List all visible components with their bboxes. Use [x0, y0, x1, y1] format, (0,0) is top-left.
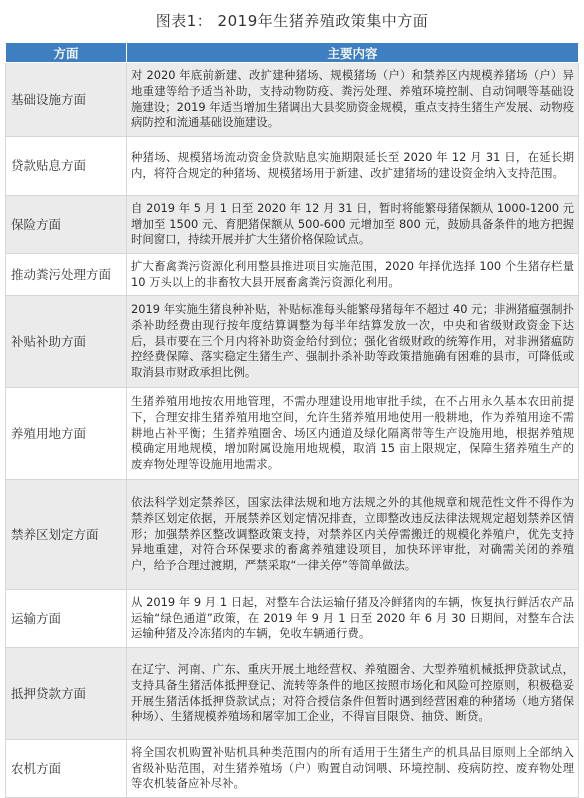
table-row: [6, 63, 579, 137]
table-row: [6, 590, 579, 648]
row-category: 抵押贷款方面: [6, 648, 127, 740]
header-content: 主要内容: [127, 43, 579, 63]
table-row: [6, 480, 579, 590]
table-row: [6, 196, 579, 254]
table-row: [6, 388, 579, 480]
row-content: 依法科学划定禁养区，国家法律法规和地方法规之外的其他规章和规范性文件不得作为禁养区划定依据，开展禁养区划定情况排查，立即整改违反法律法规规定超划禁养区情形；加强禁养区整改调整政策支持，对禁养区内关停需搬迁的规模化养殖户，优先支持异地重建，对符合环保要求的畜禽养殖建设项目，加快环评审批，对确需关闭的养殖户，给予合理过渡期，严禁采取“一律关停”等简单做法。: [127, 480, 579, 590]
row-category: 禁养区划定方面: [6, 480, 127, 590]
table-header-row: [6, 43, 579, 63]
table-row: [6, 740, 579, 798]
row-content: 种猪场、规模猪场流动资金贷款贴息实施期限延长至 2020 年 12 月 31 日，在延长期内，将符合规定的种猪场、规模猪场用于新建、改扩建猪场的建设资金纳入支持范围。: [127, 137, 579, 196]
row-content: 对 2020 年底前新建、改扩建种猪场、规模猪场（户）和禁养区内规模养猪场（户）异地重建等给予适当补助，支持动物防疫、粪污处理、养殖环境控制、自动饲喂等基础设施建设；2019 年适当增加生猪调出大县奖励资金规模，重点支持生猪生产发展、动物疫病防控和流通基础设施建设。: [127, 63, 579, 137]
table-row: [6, 254, 579, 296]
row-category: 补贴补助方面: [6, 296, 127, 388]
row-category: 农机方面: [6, 740, 127, 798]
row-content: 将全国农机购置补贴机具种类范围内的所有适用于生猪生产的机具品目原则上全部纳入省级补贴范围，对生猪养殖场（户）购置自动饲喂、环境控制、疫病防控、废弃物处理等农机装备应补尽补。: [127, 740, 579, 798]
chart-title: 图表1： 2019年生猪养殖政策集中方面: [155, 12, 429, 30]
row-content: 扩大畜禽粪污资源化利用整县推进项目实施范围，2020 年择优选择 100 个生猪存栏量 10 万头以上的非畜牧大县开展畜禽粪污资源化利用。: [127, 254, 579, 296]
row-category: 贷款贴息方面: [6, 137, 127, 196]
row-content: 自 2019 年 5 月 1 日至 2020 年 12 月 31 日，暂时将能繁母猪保额从 1000-1200 元增加至 1500 元、育肥猪保额从 500-600 元增加至 800 元，鼓励具备条件的地方把握时间窗口，持续开展并扩大生猪价格保险试点。: [127, 196, 579, 254]
row-content: 从 2019 年 9 月 1 日起，对整车合法运输仔猪及冷鲜猪肉的车辆，恢复执行鲜活农产品运输“绿色通道”政策，在 2019 年 9 月 1 日至 2020 年 6 月 30 日期间，对整车合法运输种猪及冷冻猪肉的车辆，免收车辆通行费。: [127, 590, 579, 648]
row-category: 基础设施方面: [6, 63, 127, 137]
row-content: 生猪养殖用地按农用地管理，不需办理建设用地审批手续，在不占用永久基本农田前提下，合理安排生猪养殖用地空间，允许生猪养殖用地使用一般耕地，作为养殖用途不需耕地占补平衡；生猪养殖圈舍、场区内通道及绿化隔离带等生产设施用地，根据养殖规模确定用地规模，增加附属设施用地规模，取消 15 亩上限规定，保障生猪养殖生产的废弃物处理等设施用地需求。: [127, 388, 579, 480]
row-category: 推动粪污处理方面: [6, 254, 127, 296]
table-row: [6, 648, 579, 740]
header-category: 方面: [6, 43, 127, 63]
policy-table: [5, 42, 579, 798]
table-row: [6, 137, 579, 196]
row-category: 保险方面: [6, 196, 127, 254]
row-content: 2019 年实施生猪良种补贴，补贴标准每头能繁母猪每年不超过 40 元；非洲猪瘟强制扑杀补助经费由现行按年度结算调整为每半年结算发放一次，中央和省级财政资金下达后，县市要在三个月内将补助资金给付到位；强化省级财政的统筹作用，对非洲猪瘟防控经费保障、落实稳定生猪生产、强制扑杀补助等政策措施确有困难的县市，可降低或取消县市财政承担比例。: [127, 296, 579, 388]
row-content: 在辽宁、河南、广东、重庆开展土地经营权、养殖圈舍、大型养殖机械抵押贷款试点，支持具备生猪活体抵押登记、流转等条件的地区按照市场化和风险可控原则，积极稳妥开展生猪活体抵押贷款试点；对符合授信条件但暂时遇到经营困难的种猪场（地方猪保种场）、生猪规模养殖场和屠宰加工企业，不得盲目限贷、抽贷、断贷。: [127, 648, 579, 740]
row-category: 养殖用地方面: [6, 388, 127, 480]
table-row: [6, 296, 579, 388]
row-category: 运输方面: [6, 590, 127, 648]
